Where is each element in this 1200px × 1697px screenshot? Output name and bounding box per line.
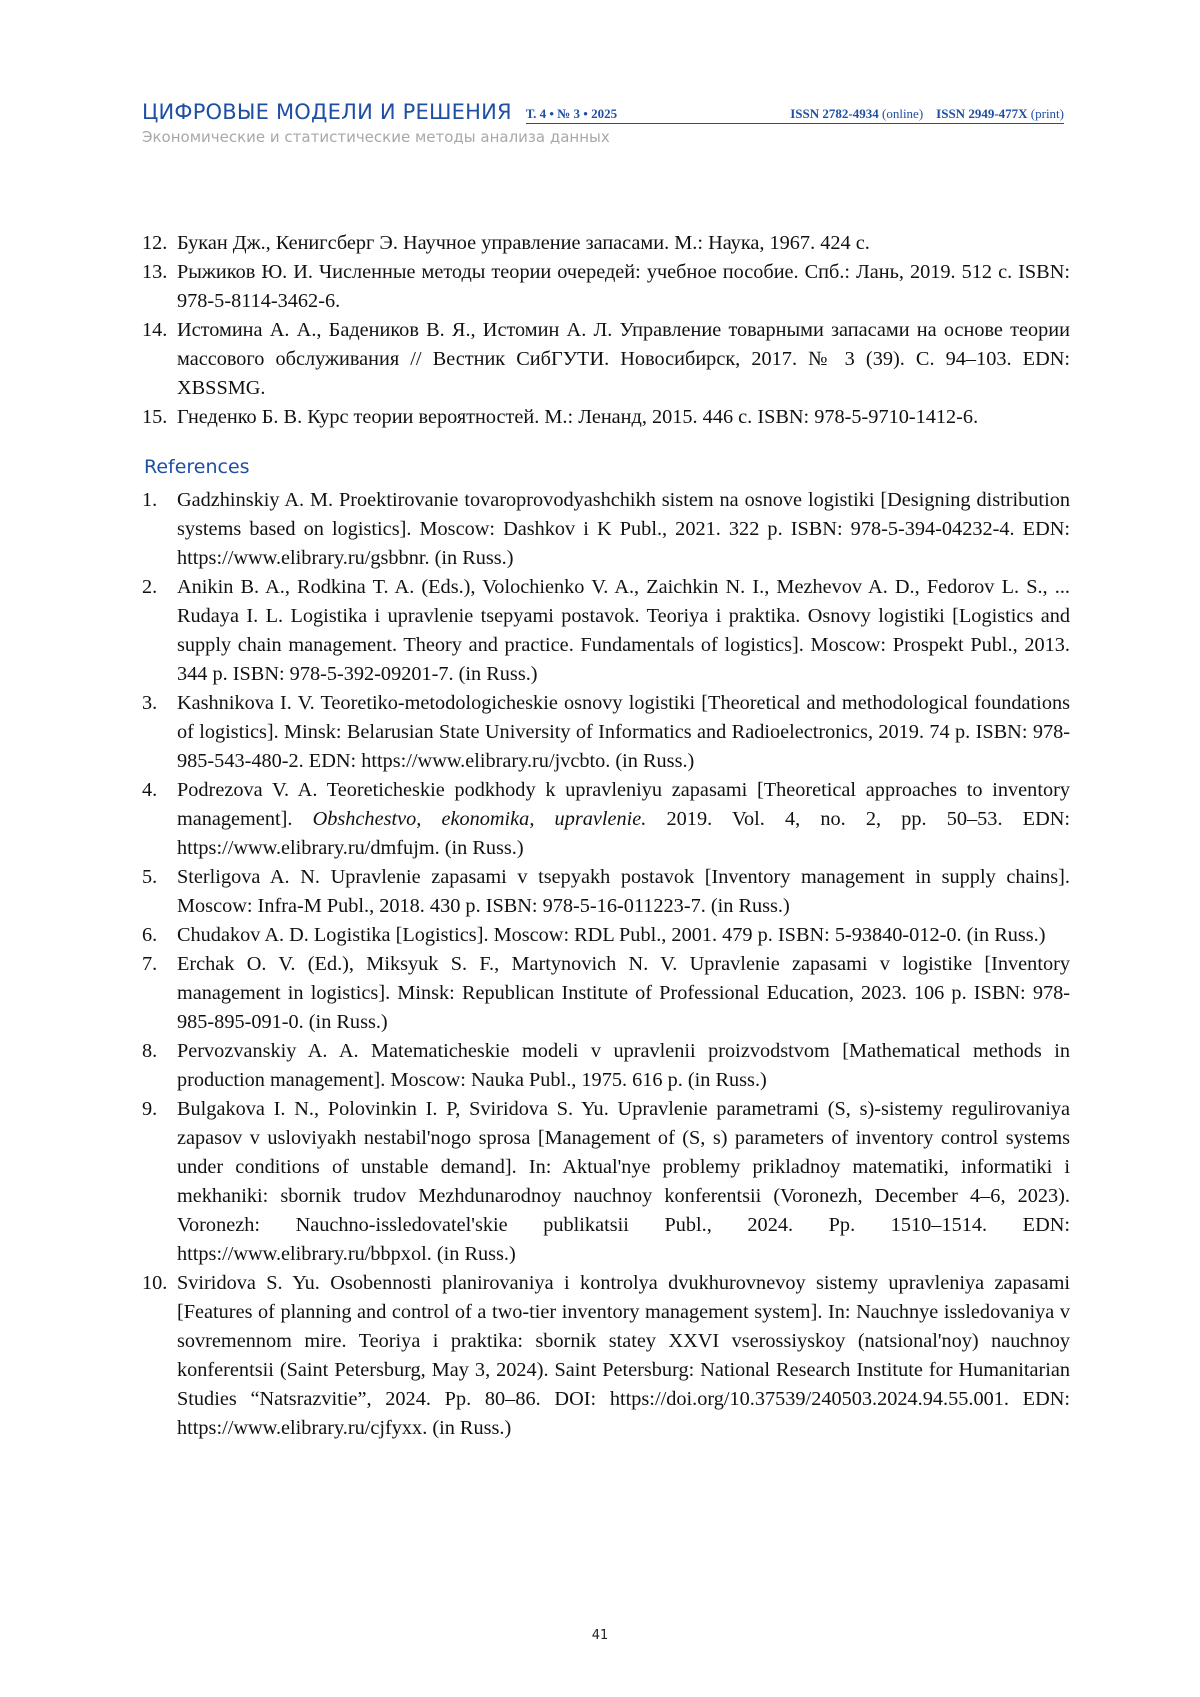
issn-online: ISSN 2782-4934 xyxy=(790,106,879,121)
reference-number: 13. xyxy=(142,258,167,287)
reference-text: Рыжиков Ю. И. Численные методы теории очередей: учебное пособие. Спб.: Лань, 2019. 512 с. ISBN: 978-5-8114-3462-6. xyxy=(177,261,1070,312)
reference-text: Истомина А. А., Бадеников В. Я., Истомин А. Л. Управление товарными запасами на основе теории массового обслуживания // Вестник СибГУТИ. Новосибирск, 2017. № 3 (39). С. 94–103. EDN: XBSSMG. xyxy=(177,319,1070,399)
reference-number: 10. xyxy=(142,1269,167,1298)
reference-item xyxy=(142,776,1070,863)
reference-item xyxy=(142,486,1070,573)
reference-number: 9. xyxy=(142,1095,157,1124)
reference-text: Chudakov A. D. Logistika [Logistics]. Moscow: RDL Publ., 2001. 479 p. ISBN: 5-93840-012-0. (in Russ.) xyxy=(177,924,1046,946)
reference-number: 7. xyxy=(142,950,157,979)
reference-text: Sviridova S. Yu. Osobennosti planirovaniya i kontrolya dvukhurovnevoy sistemy upravleniya zapasami [Features of planning and control of a two-tier inventory management system]. In: Nauchnye issledovaniya v sovremennom mire. Teoriya i praktika: sbornik statey XXVI vserossiyskoy (natsional'noy) nauchnoy konferentsii (Saint Petersburg, May 3, 2024). Saint Petersburg: National Research Institute for Humanitarian Studies “Natsrazvitie”, 2024. Pp. 80–86. DOI: https://doi.org/10.37539/240503.2024.94.55.001. EDN: https://www.elibrary.ru/cjfyxx. (in Russ.) xyxy=(177,1272,1070,1439)
issue-line xyxy=(526,106,1064,124)
reference-text: Pervozvanskiy A. A. Matematicheskie modeli v upravlenii proizvodstvom [Mathematical methods in production management]. Moscow: Nauka Publ., 1975. 616 p. (in Russ.) xyxy=(177,1040,1070,1091)
english-reference-list xyxy=(142,486,1070,1443)
references-heading: References xyxy=(144,454,1070,480)
issn-print-label: (print) xyxy=(1031,106,1064,121)
reference-item xyxy=(142,1095,1070,1269)
reference-number: 14. xyxy=(142,316,167,345)
russian-reference-list xyxy=(142,229,1070,432)
reference-number: 5. xyxy=(142,863,157,892)
reference-text: Kashnikova I. V. Teoretiko-metodologicheskie osnovy logistiki [Theoretical and methodological foundations of logistics]. Minsk: Belarusian State University of Informatics and Radioelectronics, 2019. 74 p. ISBN: 978-985-543-480-2. EDN: https://www.elibrary.ru/jvcbto. (in Russ.) xyxy=(177,692,1070,772)
journal-subtitle: Экономические и статистические методы анализа данных xyxy=(142,128,1064,146)
reference-number: 8. xyxy=(142,1037,157,1066)
reference-number: 3. xyxy=(142,689,157,718)
reference-number: 4. xyxy=(142,776,157,805)
reference-item xyxy=(142,1037,1070,1095)
reference-item xyxy=(142,316,1070,403)
reference-text: Anikin B. A., Rodkina T. A. (Eds.), Volochienko V. A., Zaichkin N. I., Mezhevov A. D., Fedorov L. S., ... Rudaya I. L. Logistika i upravlenie tsepyami postavok. Teoriya i praktika. Osnovy logistiki [Logistics and supply chain management. Theory and practice. Fundamentals of logistics]. Moscow: Prospekt Publ., 2013. 344 p. ISBN: 978-5-392-09201-7. (in Russ.) xyxy=(177,576,1070,685)
reference-item xyxy=(142,229,1070,258)
reference-item xyxy=(142,863,1070,921)
reference-item xyxy=(142,258,1070,316)
reference-number: 1. xyxy=(142,486,157,515)
page-number: 41 xyxy=(0,1628,1200,1643)
reference-item xyxy=(142,573,1070,689)
issn-online-label: (online) xyxy=(882,106,923,121)
issn-print: ISSN 2949-477X xyxy=(936,106,1027,121)
reference-number: 2. xyxy=(142,573,157,602)
issue-info: Т. 4 • № 3 • 2025 xyxy=(526,106,617,122)
header-row xyxy=(142,100,1064,124)
reference-item xyxy=(142,921,1070,950)
reference-text-part: Podrezova V. A. Teoreticheskie podkhody k upravleniyu zapasami [Theoretical approaches to inventory management]. xyxy=(177,779,1070,830)
reference-text: Гнеденко Б. В. Курс теории вероятностей. М.: Ленанд, 2015. 446 с. ISBN: 978-5-9710-1412-6. xyxy=(177,406,978,428)
reference-text: Букан Дж., Кенигсберг Э. Научное управление запасами. М.: Наука, 1967. 424 с. xyxy=(177,232,870,254)
reference-text: Gadzhinskiy A. M. Proektirovanie tovaroprovodyashchikh sistem na osnove logistiki [Designing distribution systems based on logistics]. Moscow: Dashkov i K Publ., 2021. 322 p. ISBN: 978-5-394-04232-4. EDN: https://www.elibrary.ru/gsbbnr. (in Russ.) xyxy=(177,489,1070,569)
reference-content xyxy=(142,229,1070,1443)
reference-text: Bulgakova I. N., Polovinkin I. P, Sviridova S. Yu. Upravlenie parametrami (S, s)-sistemy regulirovaniya zapasov v usloviyakh nestabil'nogo sprosa [Management of (S, s) parameters of inventory control systems under conditions of unstable demand]. In: Aktual'nye problemy prikladnoy matematiki, informatiki i mekhaniki: sbornik trudov Mezhdunarodnoy nauchnoy konferentsii (Voronezh, December 4–6, 2023). Voronezh: Nauchno-issledovatel'skie publikatsii Publ., 2024. Pp. 1510–1514. EDN: https://www.elibrary.ru/bbpxol. (in Russ.) xyxy=(177,1098,1070,1265)
running-header xyxy=(142,100,1064,146)
reference-number: 6. xyxy=(142,921,157,950)
reference-text: Erchak O. V. (Ed.), Miksyuk S. F., Martynovich N. V. Upravlenie zapasami v logistike [Inventory management in logistics]. Minsk: Republican Institute of Professional Education, 2023. 106 p. ISBN: 978-985-895-091-0. (in Russ.) xyxy=(177,953,1070,1033)
journal-title: ЦИФРОВЫЕ МОДЕЛИ И РЕШЕНИЯ xyxy=(142,100,512,124)
reference-number: 12. xyxy=(142,229,167,258)
reference-number: 15. xyxy=(142,403,167,432)
reference-item xyxy=(142,950,1070,1037)
journal-name: Obshchestvo, ekonomika, upravlenie. xyxy=(313,808,647,830)
issn-block xyxy=(790,106,1064,122)
reference-text-part: 2019. Vol. 4, no. 2, pp. 50–53. EDN: https://www.elibrary.ru/dmfujm. (in Russ.) xyxy=(177,808,1070,859)
reference-item xyxy=(142,689,1070,776)
reference-item xyxy=(142,403,1070,432)
reference-text: Sterligova A. N. Upravlenie zapasami v tsepyakh postavok [Inventory management in supply chains]. Moscow: Infra-M Publ., 2018. 430 p. ISBN: 978-5-16-011223-7. (in Russ.) xyxy=(177,866,1070,917)
reference-item xyxy=(142,1269,1070,1443)
